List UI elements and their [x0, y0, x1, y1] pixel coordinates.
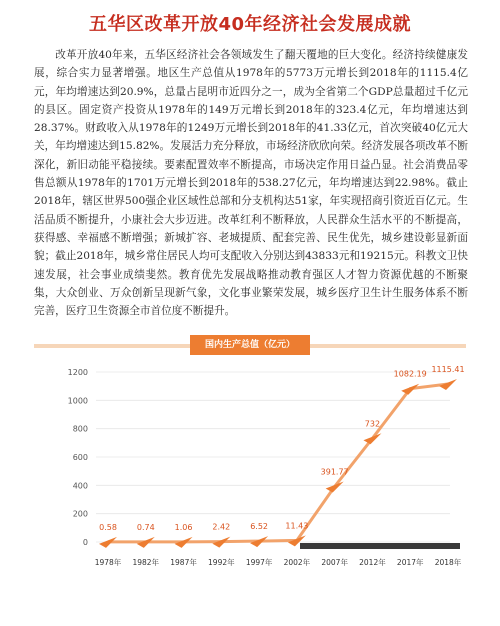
x-tick-label: 1997年	[245, 558, 273, 567]
data-point-marker	[326, 481, 344, 492]
x-tick-label: 2017年	[396, 558, 424, 567]
x-tick-label: 1987年	[170, 558, 197, 567]
data-label: 732	[364, 419, 381, 429]
chart-title: 国内生产总值（亿元）	[190, 335, 310, 355]
data-label: 11.43	[285, 521, 309, 531]
x-tick-label: 1978年	[94, 558, 122, 567]
data-point-marker	[363, 433, 381, 444]
data-label: 1.06	[174, 522, 193, 532]
y-tick-label: 1200	[67, 368, 88, 377]
x-tick-label: 2007年	[321, 558, 348, 567]
data-label: 1082.19	[393, 369, 427, 379]
data-label: 0.74	[136, 522, 155, 532]
y-tick-label: 200	[72, 509, 88, 519]
x-tick-label: 2018年	[434, 558, 462, 567]
page-title: 五华区改革开放40年经济社会发展成就	[88, 14, 412, 35]
baseline-bar	[300, 543, 460, 549]
x-tick-label: 2002年	[283, 558, 311, 567]
data-label: 1115.41	[431, 364, 465, 374]
data-label: 391.77	[320, 467, 349, 477]
y-tick-label: 0	[82, 538, 88, 547]
x-tick-label: 2012年	[359, 558, 386, 567]
gdp-chart	[0, 332, 500, 626]
series-line	[108, 384, 448, 542]
y-tick-label: 400	[72, 481, 88, 491]
data-label: 0.58	[99, 522, 117, 532]
article-paragraph: 改革开放40年来，五华区经济社会各领域发生了翻天覆地的巨大变化。经济持续健康发展，综合实力显著增强。地区生产总值从1978年的5773万元增长到2018年的1115.4亿元，年均增速达到20.9%，总量占昆明市近四分之一，成为全省第二个GDP总量超过千亿元的县区。固定资产投资从1978年的149万元增长到2018年的323.4亿元，年均增速达到28.37%。财政收入从1978年的1249万元增长到2018年的41.33亿元，首次突破40亿元大关，年均增速达到15.82%。发展活力充分释放，市场经济欣欣向荣。经济发展各项改革不断深化，新旧动能平稳接续。要素配置效率不断提高，市场决定作用日益凸显。社会消费品零售总额从1978年的1701万元增长到2018年的538.27亿元，年均增速达到22.98%。截止2018年，辖区世界500强企业区域性总部和分支机构达51家，年实现招商引资近百亿元。生活品质不断提升，小康社会大步迈进。改革红利不断释放，人民群众生活水平的不断提高，获得感、幸福感不断增强；新城扩容、老城提质、配套完善、民生优先，城乡建设彰显新面貌；截止2018年，城乡常住居民人均可支配收入分别达到43833元和19215元。科教文卫快速发展，社会事业成绩斐然。教育优先发展战略推动教育强区人才智力资源优越的不断聚集，大众创业、万众创新呈现新气象，文化事业繁荣发展，城乡医疗卫生计生服务体系不断完善，医疗卫生资源全市首位度不断提升。	[34, 49, 468, 318]
y-tick-label: 600	[72, 453, 88, 462]
x-tick-label: 1982年	[132, 558, 160, 567]
y-tick-label: 800	[72, 424, 88, 434]
data-label: 6.52	[250, 522, 269, 532]
chart-svg	[0, 332, 500, 626]
y-tick-label: 1000	[67, 396, 88, 406]
x-tick-label: 1992年	[208, 558, 235, 567]
data-label: 2.42	[212, 522, 231, 532]
